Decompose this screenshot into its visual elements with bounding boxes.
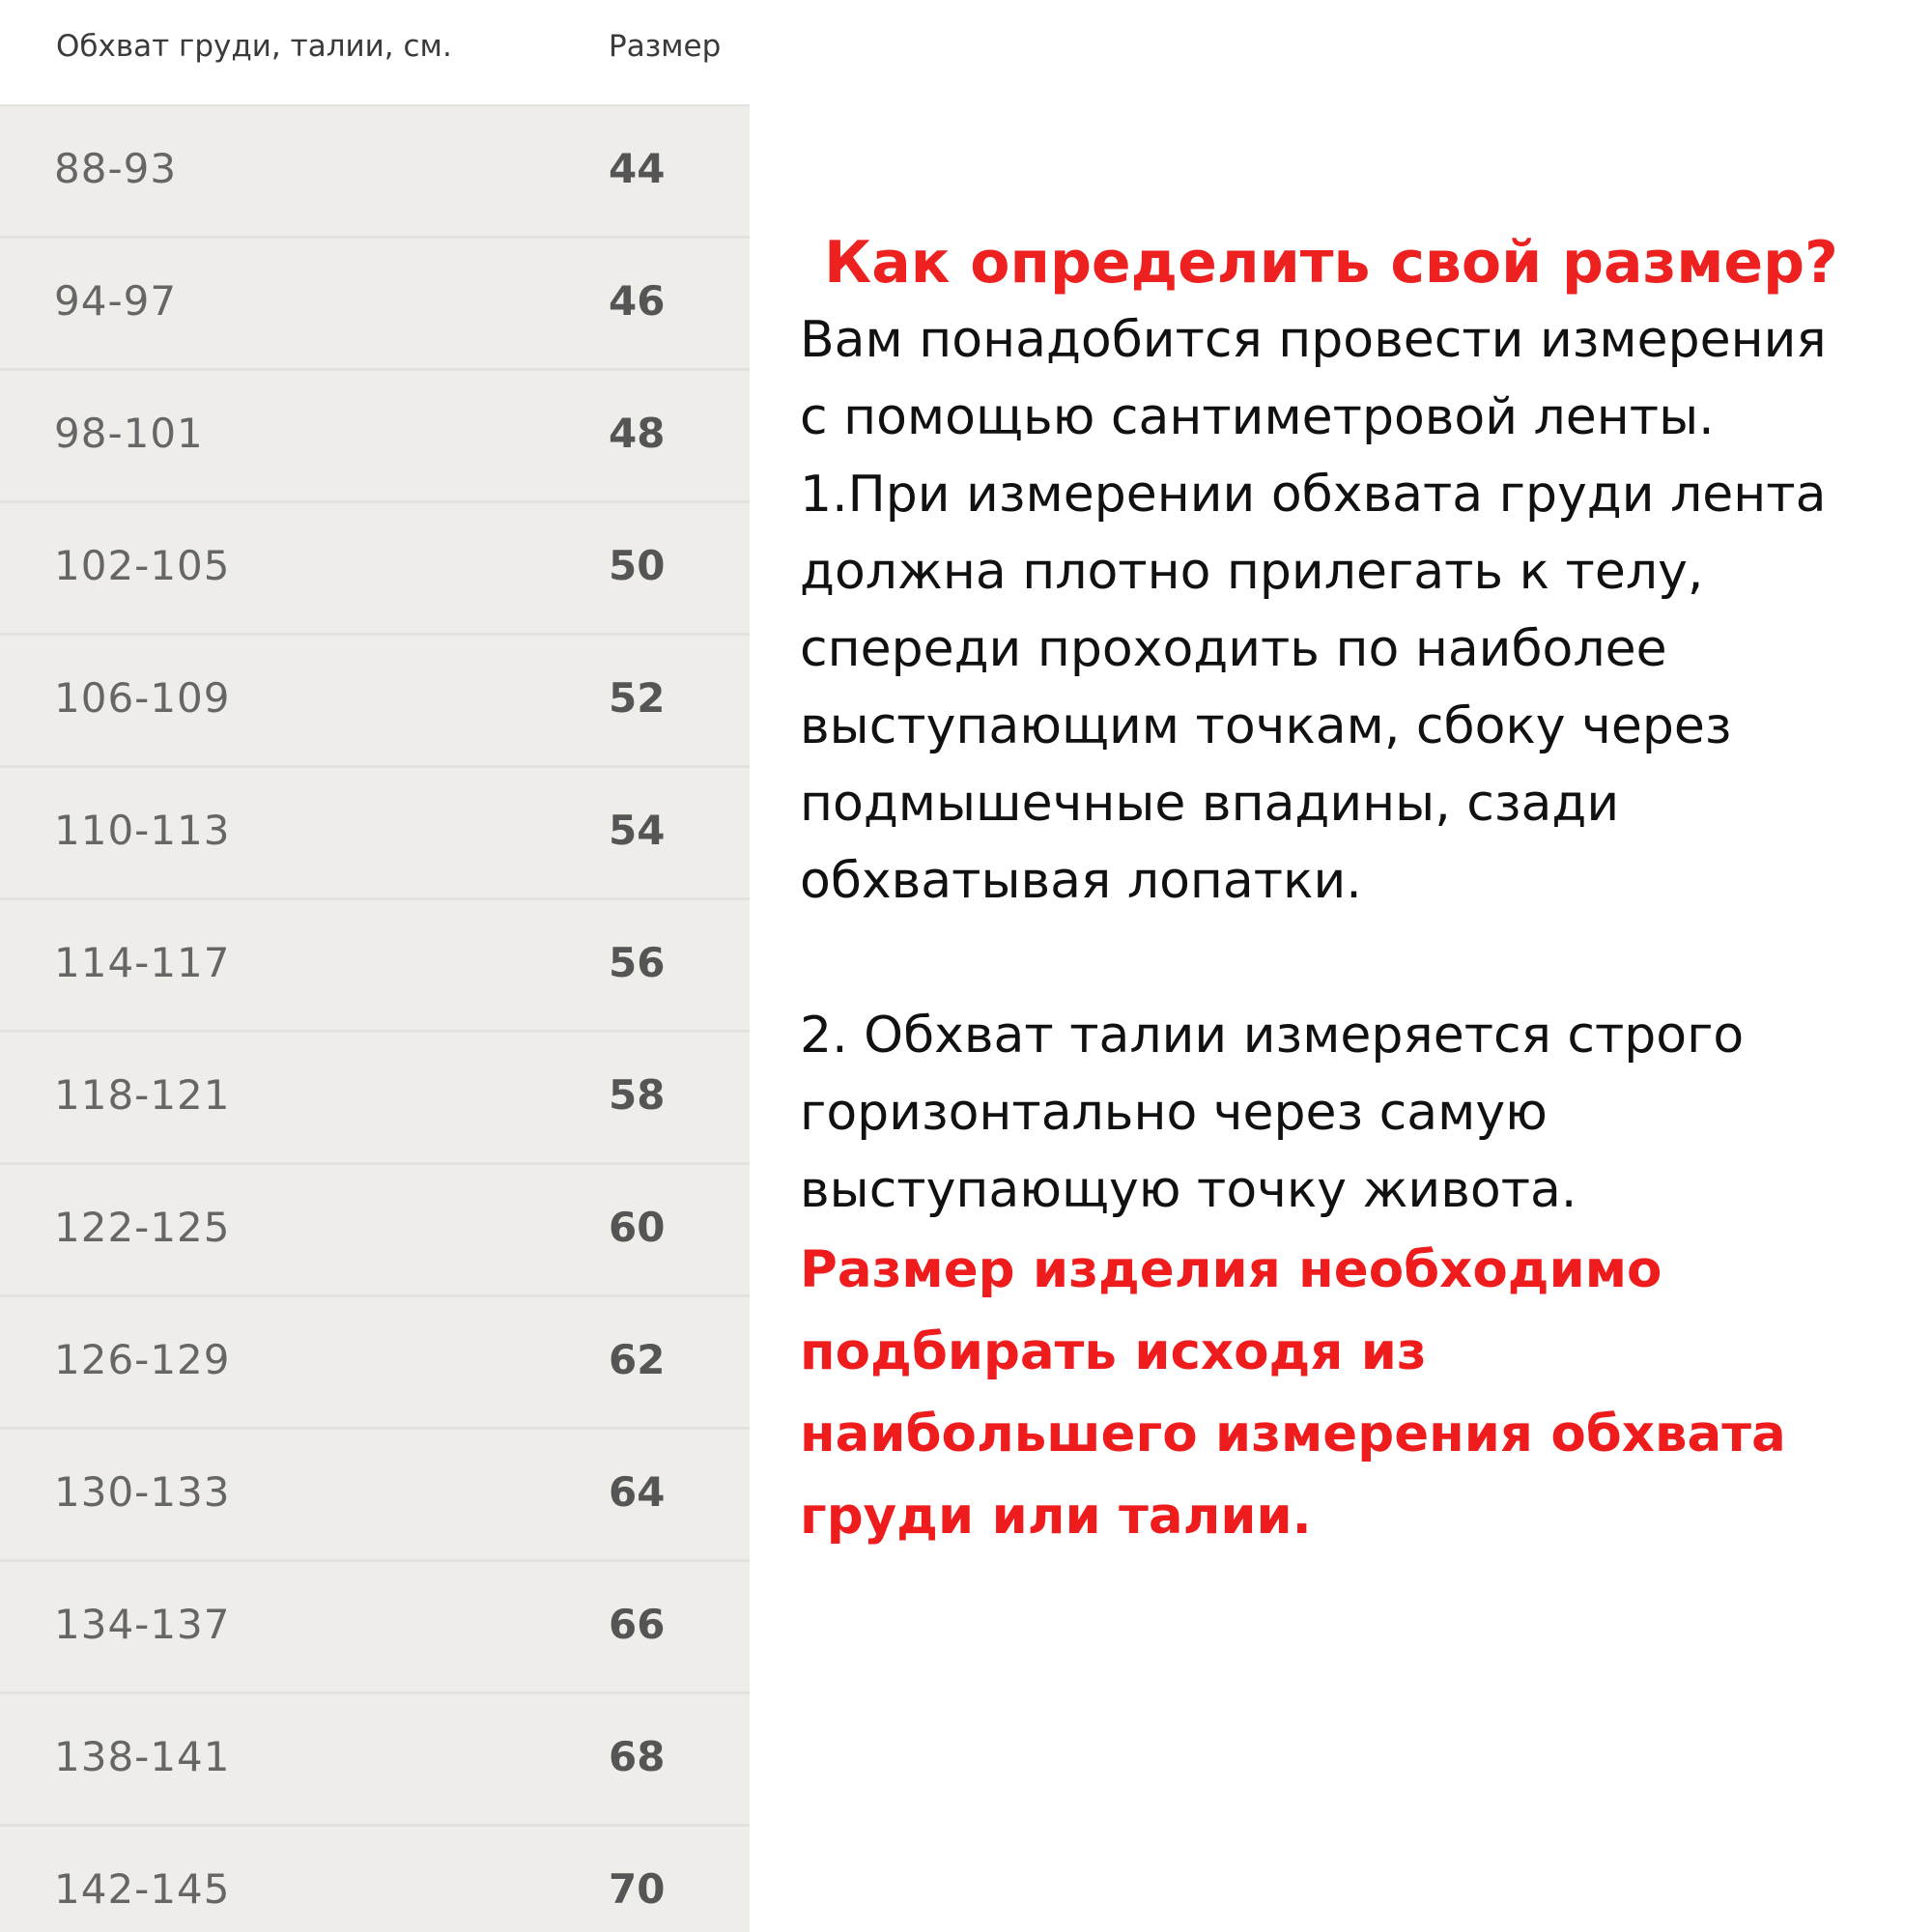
size-value: 52 xyxy=(609,674,666,722)
table-row xyxy=(0,1827,750,1932)
guide-title: Как определить свой размер? xyxy=(824,229,1838,297)
size-value: 60 xyxy=(609,1204,666,1251)
girth-range: 134-137 xyxy=(54,1601,231,1648)
size-value: 68 xyxy=(609,1733,666,1780)
size-value: 62 xyxy=(609,1336,666,1383)
table-row xyxy=(0,106,750,239)
table-row xyxy=(0,1694,750,1827)
girth-range: 110-113 xyxy=(54,807,231,854)
table-header xyxy=(0,0,750,106)
girth-range: 94-97 xyxy=(54,277,178,325)
table-row xyxy=(0,636,750,768)
table-row xyxy=(0,1165,750,1297)
size-value: 44 xyxy=(609,145,666,192)
size-table xyxy=(0,0,750,1932)
size-value: 48 xyxy=(609,410,666,457)
table-row xyxy=(0,371,750,503)
size-value: 46 xyxy=(609,277,666,325)
table-row xyxy=(0,239,750,371)
girth-range: 106-109 xyxy=(54,674,231,722)
table-row xyxy=(0,1430,750,1562)
table-row xyxy=(0,768,750,900)
girth-range: 114-117 xyxy=(54,939,231,986)
table-row xyxy=(0,1297,750,1430)
table-body xyxy=(0,106,750,1932)
girth-range: 88-93 xyxy=(54,145,178,192)
table-row xyxy=(0,900,750,1033)
guide-warning: Размер изделия необходимо подбирать исходя из наибольшего измерения обхвата груди или талии. xyxy=(800,1240,1786,1546)
size-value: 70 xyxy=(609,1865,666,1913)
size-value: 56 xyxy=(609,939,666,986)
table-row xyxy=(0,503,750,636)
table-row xyxy=(0,1562,750,1694)
size-value: 50 xyxy=(609,542,666,589)
header-size: Размер xyxy=(609,29,722,64)
girth-range: 138-141 xyxy=(54,1733,231,1780)
guide-instructions: Вам понадобится провести измерения с помощью сантиметровой ленты. 1.При измерении обхвата груди лента должна плотно прилегать к телу, спереди проходить по наиболее выступающим точкам, сбоку через подмышечные впадины, сзади обхватывая лопатки. 2. Обхват талии измеряется строго горизонтально через самую выступающую точку живота. xyxy=(800,311,1827,1219)
size-value: 54 xyxy=(609,807,666,854)
girth-range: 142-145 xyxy=(54,1865,231,1913)
girth-range: 130-133 xyxy=(54,1468,231,1516)
girth-range: 118-121 xyxy=(54,1071,231,1119)
size-guide-text xyxy=(800,224,1911,1557)
header-girth: Обхват груди, талии, см. xyxy=(56,29,452,64)
girth-range: 126-129 xyxy=(54,1336,231,1383)
size-value: 64 xyxy=(609,1468,666,1516)
size-value: 66 xyxy=(609,1601,666,1648)
girth-range: 102-105 xyxy=(54,542,231,589)
size-value: 58 xyxy=(609,1071,666,1119)
table-row xyxy=(0,1033,750,1165)
girth-range: 98-101 xyxy=(54,410,204,457)
girth-range: 122-125 xyxy=(54,1204,231,1251)
